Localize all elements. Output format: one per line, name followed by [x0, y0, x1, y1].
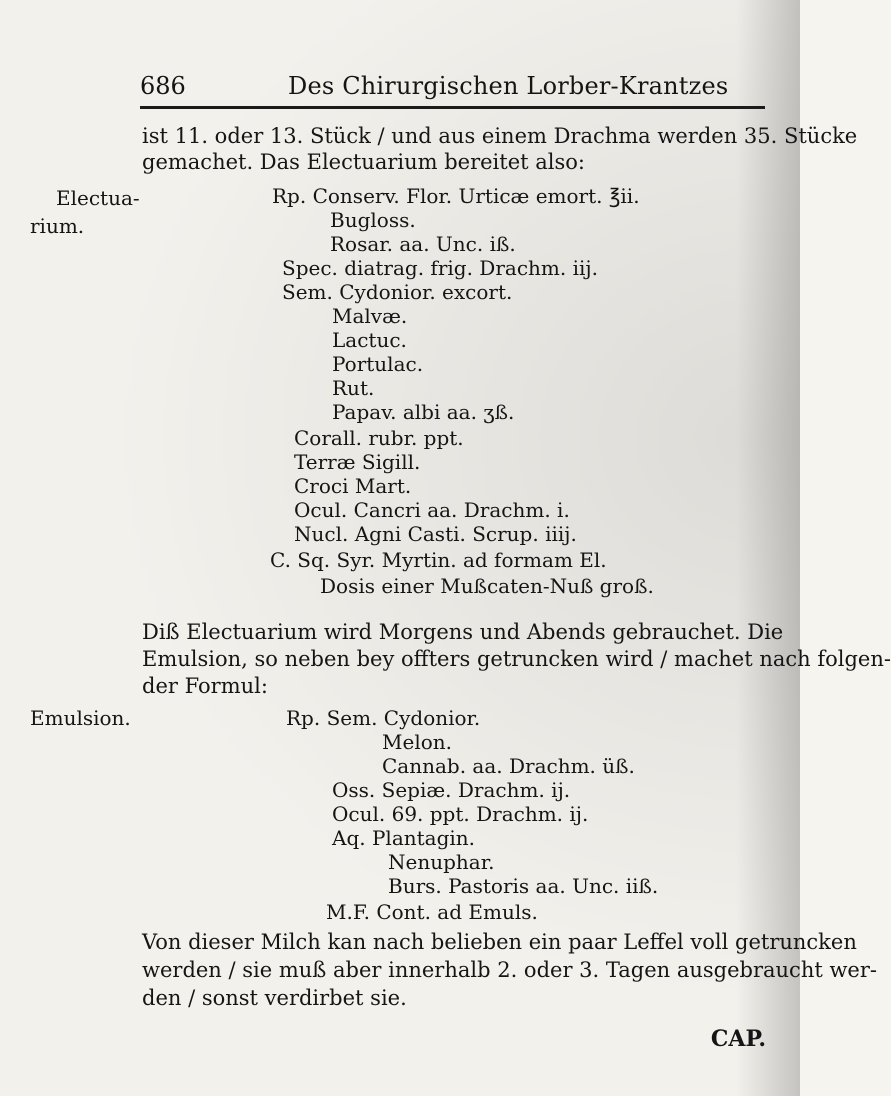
recipe-line: Bugloss. [330, 208, 416, 232]
recipe-line: C. Sq. Syr. Myrtin. ad formam El. [270, 548, 607, 572]
recipe-line: Terræ Sigill. [294, 450, 421, 474]
recipe-line: Spec. diatrag. frig. Drachm. iij. [282, 256, 598, 280]
margin-note-electuarium: rium. [30, 214, 85, 238]
recipe-line: Malvæ. [332, 304, 408, 328]
recipe-line: Rp. Conserv. Flor. Urticæ emort. ℥ii. [272, 184, 640, 208]
margin-note-electuarium: Electua- [56, 186, 140, 210]
intro-line: ist 11. oder 13. Stück / und aus einem Drachma werden 35. Stücke [142, 124, 858, 148]
paragraph-line: Von dieser Milch kan nach belieben ein paar Leffel voll getruncken [142, 930, 857, 954]
recipe-line: Dosis einer Mußcaten-Nuß groß. [320, 574, 654, 598]
paragraph-line: werden / sie muß aber innerhalb 2. oder 3. Tagen ausgebraucht wer- [142, 958, 877, 982]
recipe-line: Nucl. Agni Casti. Scrup. iiij. [294, 522, 577, 546]
recipe-line: Cannab. aa. Drachm. üß. [382, 754, 635, 778]
recipe-line: Melon. [382, 730, 452, 754]
recipe-line: M.F. Cont. ad Emuls. [326, 900, 538, 924]
recipe-line: Oss. Sepiæ. Drachm. ij. [332, 778, 571, 802]
recipe-line: Rosar. aa. Unc. iß. [330, 232, 516, 256]
header-rule [140, 106, 765, 109]
recipe-line: Corall. rubr. ppt. [294, 426, 464, 450]
recipe-line: Burs. Pastoris aa. Unc. iiß. [388, 874, 659, 898]
recipe-line: Sem. Cydonior. excort. [282, 280, 513, 304]
paragraph-line: Diß Electuarium wird Morgens und Abends gebrauchet. Die [142, 620, 784, 644]
recipe-line: Papav. albi aa. ʒß. [332, 400, 515, 424]
recipe-line: Aq. Plantagin. [332, 826, 476, 850]
margin-note-emulsion: Emulsion. [30, 706, 131, 730]
page-number: 686 [140, 72, 186, 100]
catchword: CAP. [710, 1026, 766, 1052]
recipe-line: Rut. [332, 376, 375, 400]
recipe-line: Rp. Sem. Cydonior. [286, 706, 481, 730]
running-title: Des Chirurgischen Lorber-Krantzes [288, 72, 729, 100]
recipe-line: Croci Mart. [294, 474, 412, 498]
recipe-line: Ocul. 69. ppt. Drachm. ij. [332, 802, 589, 826]
recipe-line: Lactuc. [332, 328, 407, 352]
paragraph-line: Emulsion, so neben bey offters getruncken wird / machet nach folgen- [142, 647, 891, 671]
recipe-line: Portulac. [332, 352, 424, 376]
paragraph-line: der Formul: [142, 674, 268, 698]
recipe-line: Ocul. Cancri aa. Drachm. i. [294, 498, 570, 522]
recipe-line: Nenuphar. [388, 850, 495, 874]
intro-line: gemachet. Das Electuarium bereitet also: [142, 150, 585, 174]
paragraph-line: den / sonst verdirbet sie. [142, 986, 407, 1010]
page-header [140, 70, 729, 110]
